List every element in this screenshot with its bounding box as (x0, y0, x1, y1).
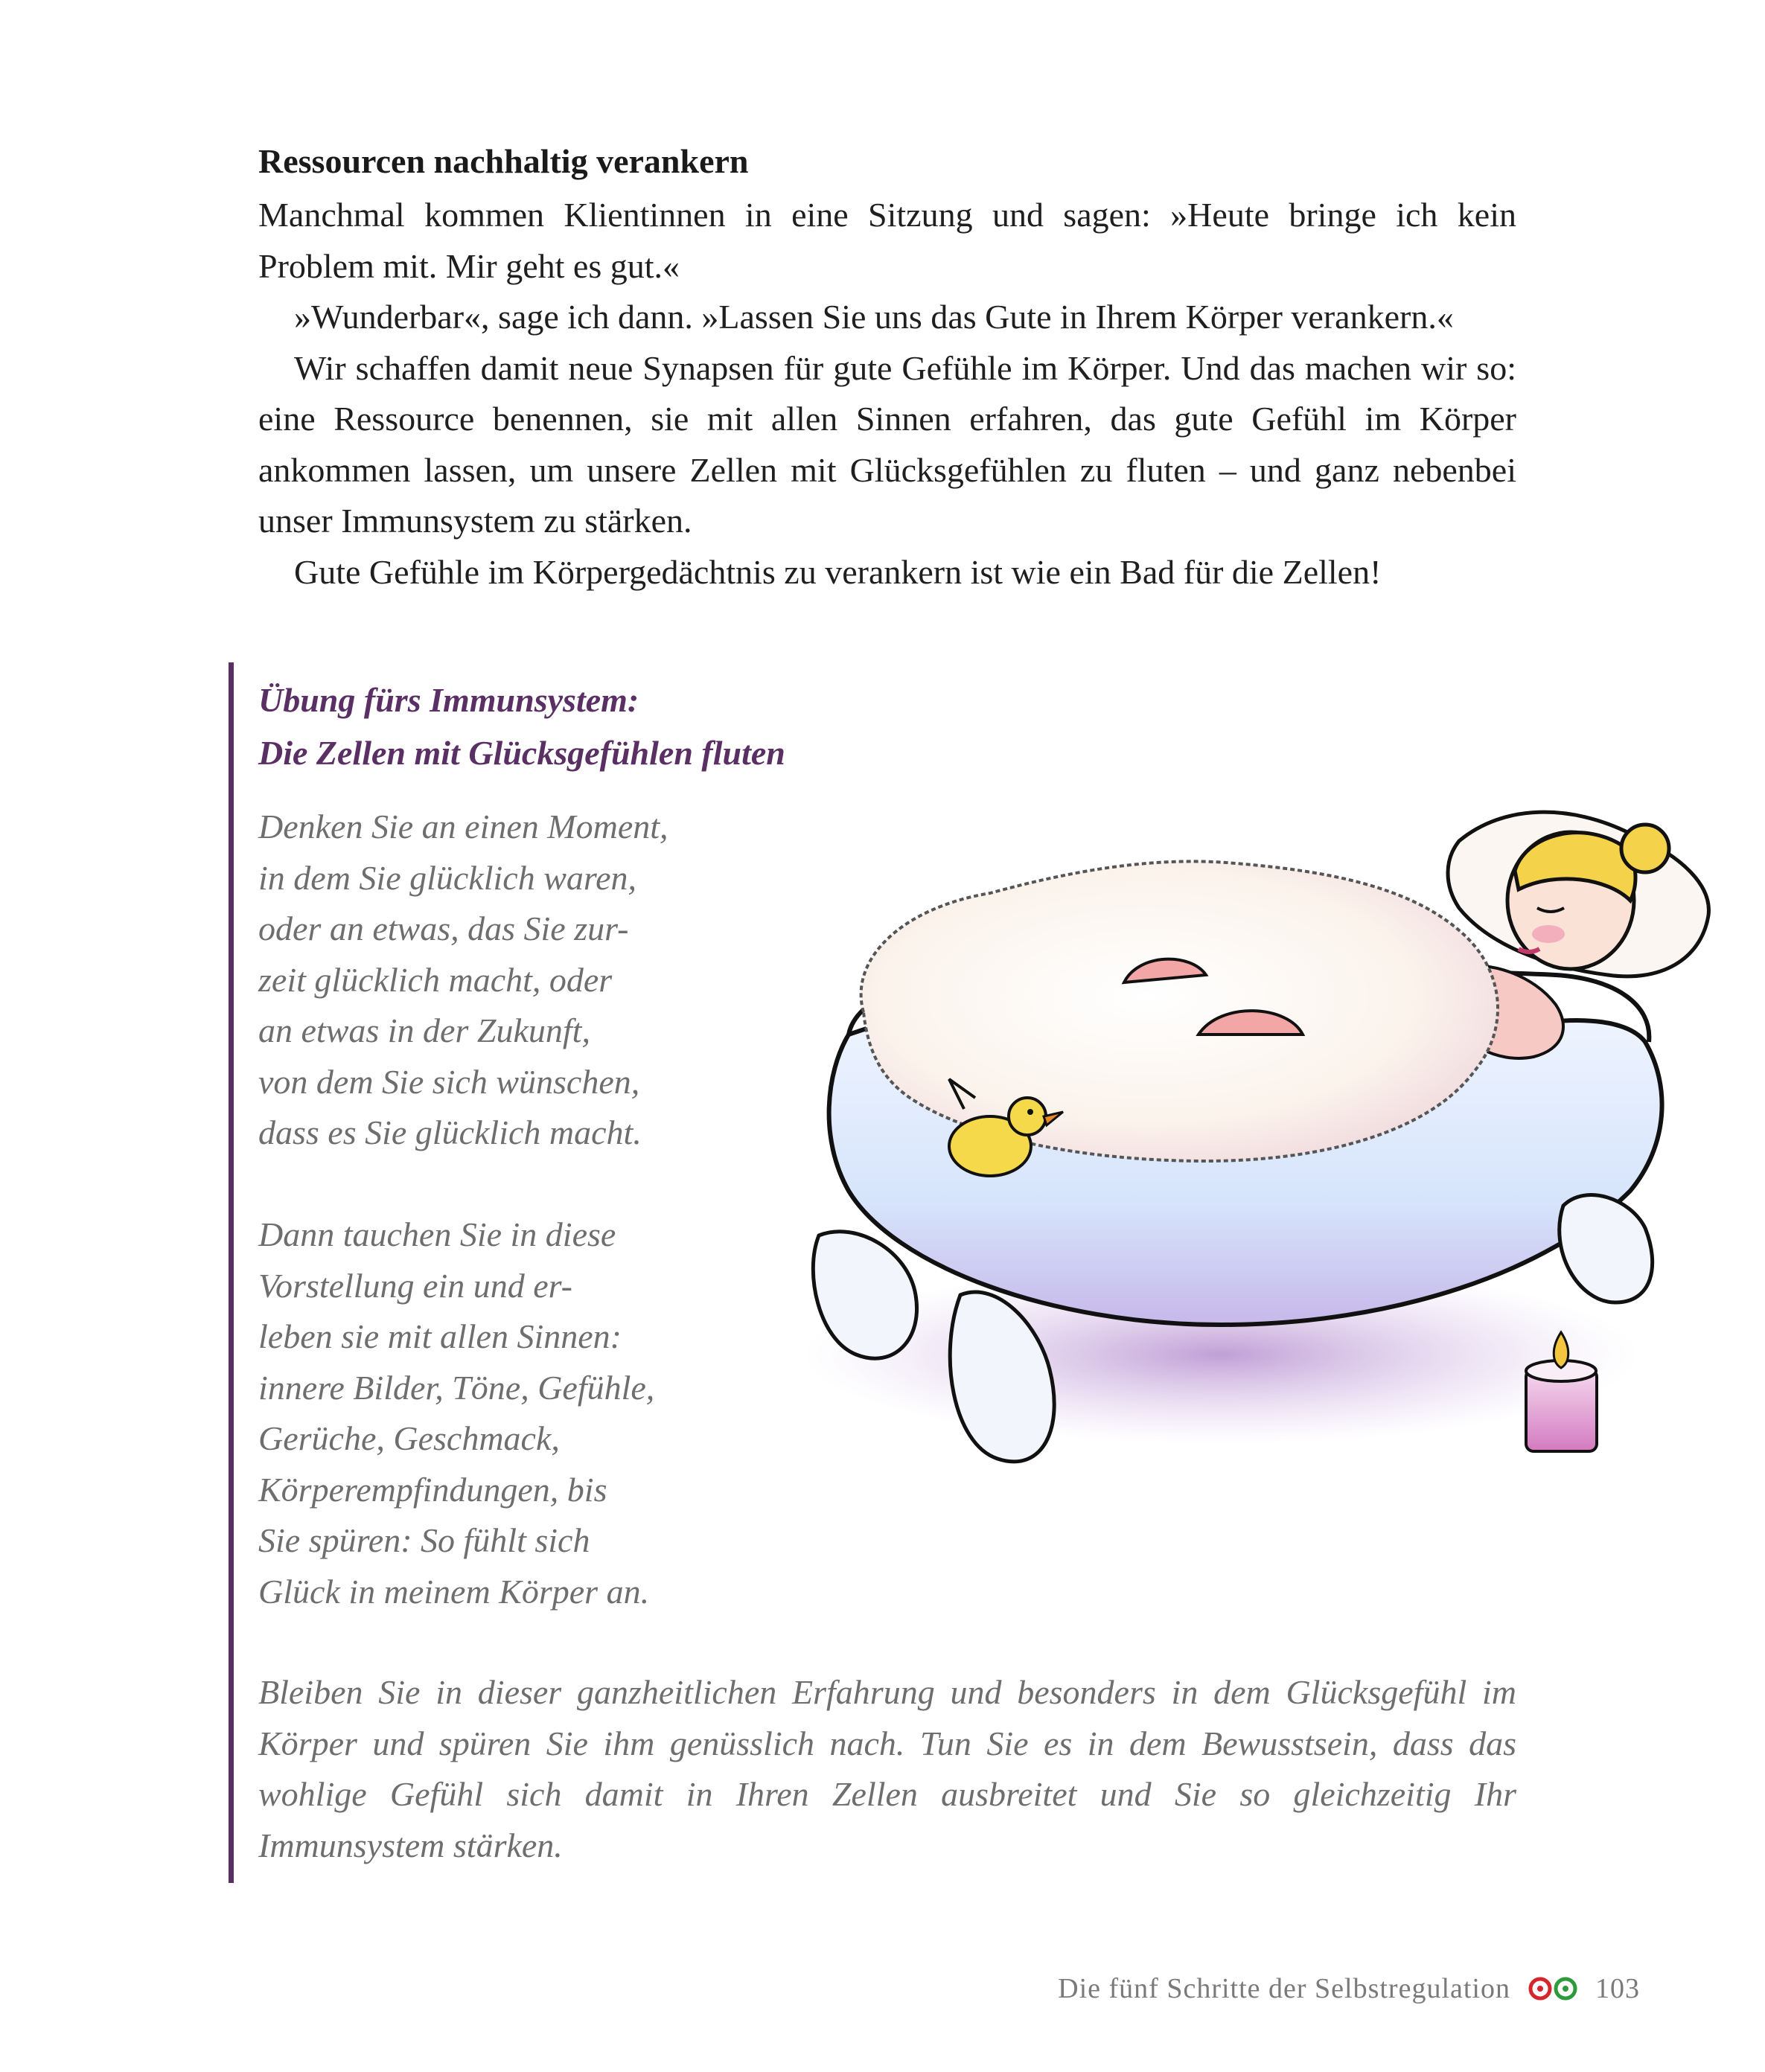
exercise-line: oder an etwas, das Sie zur- (258, 909, 629, 947)
exercise-line: Körperempfindungen, bis (258, 1470, 607, 1509)
bathtub-illustration (804, 789, 1720, 1541)
body-text (258, 190, 1516, 598)
page-number: 103 (1595, 1973, 1640, 2004)
exercise-line: Sie spüren: So fühlt sich (258, 1521, 590, 1559)
section-heading: Ressourcen nachhaltig verankern (258, 142, 749, 180)
exercise-paragraph-1 (258, 802, 705, 1159)
exercise-line: Denken Sie an einen Moment, (258, 808, 668, 845)
exercise-accent-bar (229, 662, 234, 1883)
exercise-line: Vorstellung ein und er- (258, 1266, 572, 1305)
tub-foot-right (1560, 1195, 1653, 1302)
exercise-line: zeit glücklich macht, oder (258, 960, 613, 999)
exercise-paragraph-2 (258, 1209, 705, 1617)
exercise-final-paragraph: Bleiben Sie in dieser ganzheitlichen Erfahrung und besonders in dem Glücksgefühl im Körper und spüren Sie ihm genüsslich nach. Tun Sie es in dem Bewusstsein, dass das wohlige Gefühl sich damit in Ihren Zellen ausbreitet und Sie so gleichzeitig Ihr Immunsystem stärken. (258, 1673, 1516, 1864)
exercise-line: leben sie mit allen Sinnen: (258, 1317, 622, 1355)
footer-chapter-title: Die fünf Schritte der Selbstregulation (1058, 1973, 1510, 2004)
body-paragraph-2: »Wunderbar«, sage ich dann. »Lassen Sie uns das Gute in Ihrem Körper verankern.« (294, 298, 1454, 336)
body-paragraph-1: Manchmal kommen Klientinnen in eine Sitzung und sagen: »Heute bringe ich kein Problem mit. Mir geht es gut.« (258, 196, 1516, 285)
exercise-title (258, 674, 785, 779)
infinity-logo-icon (1527, 1976, 1579, 2001)
exercise-line: in dem Sie glücklich waren, (258, 858, 636, 897)
exercise-line: Glück in meinem Körper an. (258, 1572, 650, 1611)
exercise-line: Gerüche, Geschmack, (258, 1419, 560, 1457)
exercise-column-text (258, 802, 705, 1617)
body-paragraph-3: Wir schaffen damit neue Synapsen für gute Gefühle im Körper. Und das machen wir so: eine Ressource benennen, sie mit allen Sinnen erfahren, das gute Gefühl im Körper ankommen lassen, um unsere Zellen mit Glücksgefühlen zu fluten – und ganz nebenbei unser Immunsystem zu stärken. (258, 348, 1516, 540)
exercise-line: Dann tauchen Sie in diese (258, 1215, 616, 1253)
exercise-title-line-2: Die Zellen mit Glücksgefühlen fluten (258, 734, 785, 772)
bath-foam (861, 861, 1498, 1161)
exercise-line: dass es Sie glücklich macht. (258, 1113, 642, 1151)
page-footer (1058, 1972, 1640, 2005)
exercise-line: von dem Sie sich wünschen, (258, 1062, 640, 1101)
exercise-title-line-1: Übung fürs Immunsystem: (258, 681, 639, 719)
exercise-line: an etwas in der Zukunft, (258, 1011, 590, 1049)
body-paragraph-4: Gute Gefühle im Körpergedächtnis zu verankern ist wie ein Bad für die Zellen! (294, 552, 1382, 591)
exercise-line: innere Bilder, Töne, Gefühle, (258, 1368, 655, 1407)
